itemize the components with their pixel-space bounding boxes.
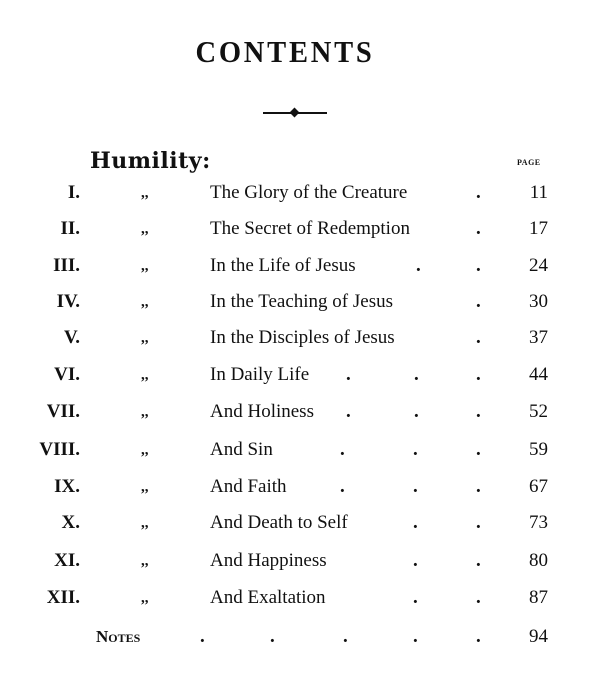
leader-dot: . [476, 401, 481, 422]
ditto-mark: ,, [141, 330, 149, 346]
page-number: 87 [529, 587, 548, 608]
leader-dot: . [340, 439, 345, 460]
leader-dot: . [413, 550, 418, 571]
ditto-mark: ,, [141, 404, 149, 420]
ditto-mark: ,, [141, 479, 149, 495]
page-number: 67 [529, 476, 548, 497]
ditto-mark: ,, [141, 258, 149, 274]
leader-dot: . [476, 626, 481, 647]
leader-dot: . [343, 626, 348, 647]
page-number: 44 [529, 364, 548, 385]
ditto-mark: ,, [141, 442, 149, 458]
page-number: 11 [529, 182, 548, 203]
chapter-title: And Holiness [210, 401, 314, 422]
leader-dot: . [413, 587, 418, 608]
toc-row [0, 508, 600, 538]
toc-row [0, 546, 600, 576]
page-number: 73 [529, 512, 548, 533]
page-number: 17 [529, 218, 548, 239]
leader-dot: . [270, 626, 275, 647]
page-number: 24 [529, 255, 548, 276]
chapter-numeral: II. [60, 218, 80, 239]
leader-dot: . [476, 364, 481, 385]
chapter-numeral: VIII. [39, 439, 80, 460]
ditto-mark: ,, [141, 221, 149, 237]
chapter-title: And Faith [210, 476, 287, 497]
leader-dot: . [476, 476, 481, 497]
toc-row [0, 583, 600, 613]
leader-dot: . [476, 291, 481, 312]
leader-dot: . [346, 364, 351, 385]
leader-dot: . [476, 550, 481, 571]
page-column-label: PAGE [517, 158, 541, 167]
chapter-title: And Happiness [210, 550, 327, 571]
leader-dot: . [414, 401, 419, 422]
chapter-title: In Daily Life [210, 364, 310, 385]
leader-dot: . [414, 364, 419, 385]
leader-dot: . [476, 327, 481, 348]
toc-row [0, 178, 600, 208]
leader-dot: . [476, 182, 481, 203]
leader-dot: . [200, 626, 205, 647]
chapter-title: And Sin [210, 439, 273, 460]
toc-row [0, 360, 600, 390]
chapter-numeral: X. [61, 512, 80, 533]
chapter-numeral: XI. [54, 550, 80, 571]
toc-row [0, 323, 600, 353]
ditto-mark: ,, [141, 294, 149, 310]
leader-dot: . [476, 512, 481, 533]
chapter-numeral: XII. [46, 587, 80, 608]
chapter-numeral: IX. [54, 476, 80, 497]
chapter-title: And Exaltation [210, 587, 326, 608]
toc-row [0, 435, 600, 465]
section-heading: Humility: [90, 148, 211, 174]
leader-dot: . [416, 255, 421, 276]
leader-dot: . [476, 255, 481, 276]
toc-row [0, 251, 600, 281]
ditto-mark: ,, [141, 367, 149, 383]
leader-dot: . [413, 476, 418, 497]
ornament-diamond [290, 108, 300, 118]
toc-row [0, 397, 600, 427]
chapter-numeral: V. [63, 327, 80, 348]
page-number: 80 [529, 550, 548, 571]
ditto-mark: ,, [141, 553, 149, 569]
chapter-title: In the Disciples of Jesus [210, 327, 395, 348]
chapter-title: In the Teaching of Jesus [210, 291, 393, 312]
chapter-numeral: VI. [54, 364, 80, 385]
ditto-mark: ,, [141, 515, 149, 531]
leader-dot: . [476, 587, 481, 608]
notes-page-number: 94 [529, 626, 548, 647]
leader-dot: . [476, 439, 481, 460]
toc-row [0, 472, 600, 502]
leader-dot: . [413, 626, 418, 647]
chapter-title: And Death to Self [210, 512, 348, 533]
chapter-numeral: I. [67, 182, 80, 203]
chapter-numeral: IV. [56, 291, 80, 312]
toc-row [0, 214, 600, 244]
toc-row [0, 287, 600, 317]
page-number: 52 [529, 401, 548, 422]
notes-row [0, 622, 600, 652]
ornament-rule [263, 108, 327, 118]
ditto-mark: ,, [141, 590, 149, 606]
notes-label: Notes [96, 627, 141, 646]
leader-dot: . [340, 476, 345, 497]
page-number: 37 [529, 327, 548, 348]
chapter-numeral: VII. [46, 401, 80, 422]
leader-dot: . [413, 439, 418, 460]
page-number: 30 [529, 291, 548, 312]
ditto-mark: ,, [141, 185, 149, 201]
chapter-title: The Glory of the Creature [210, 182, 408, 203]
leader-dot: . [413, 512, 418, 533]
leader-dot: . [476, 218, 481, 239]
leader-dot: . [346, 401, 351, 422]
page-title: CONTENTS [195, 34, 375, 69]
chapter-title: In the Life of Jesus [210, 255, 356, 276]
chapter-title: The Secret of Redemption [210, 218, 410, 239]
page-number: 59 [529, 439, 548, 460]
chapter-numeral: III. [53, 255, 80, 276]
